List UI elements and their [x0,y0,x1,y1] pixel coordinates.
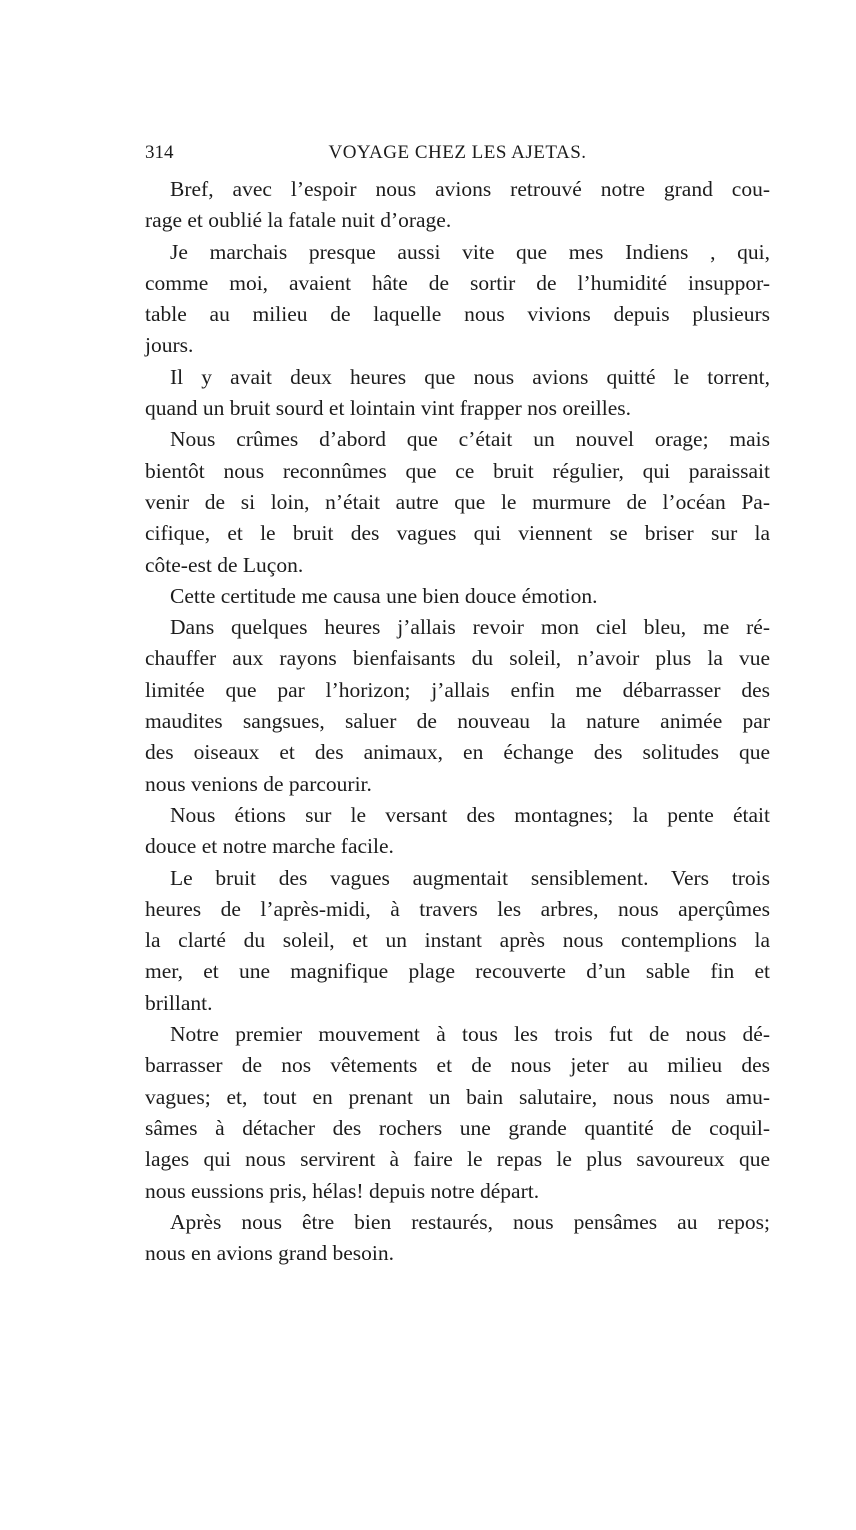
text-line: heures de l’après-midi, à travers les arbres, nous aperçûmes [145,896,770,921]
text-line: quand un bruit sourd et lointain vint frapper nos oreilles. [145,396,632,421]
paragraph [145,581,770,612]
text-line: Cette certitude me causa une bien douce émotion. [170,583,598,608]
text-line: Bref, avec l’espoir nous avions retrouvé notre grand cou- [170,177,770,201]
text-line: rage et oublié la fatale nuit d’orage. [145,208,452,233]
paragraph [145,1019,770,1207]
text-line: côte-est de Luçon. [145,552,304,577]
text-line: Dans quelques heures j’allais revoir mon ciel bleu, me ré- [170,615,770,640]
text-line: Je marchais presque aussi vite que mes Indiens , qui, [170,239,770,264]
text-line: des oiseaux et des animaux, en échange des solitudes que [145,740,770,765]
text-line: lages qui nous servirent à faire le repas le plus savoureux que [145,1147,770,1172]
text-line: la clarté du soleil, et un instant après nous contemplions la [145,928,770,953]
paragraph [145,612,770,800]
text-line: cifique, et le bruit des vagues qui viennent se briser sur la [145,521,770,546]
text-line: comme moi, avaient hâte de sortir de l’humidité insuppor- [145,270,770,295]
paragraph [145,424,770,580]
text-line: maudites sangsues, saluer de nouveau la nature animée par [145,709,770,734]
paragraph [145,1207,770,1270]
paragraph [145,174,770,237]
running-title: VOYAGE CHEZ LES AJETAS. [328,142,587,163]
text-line: sâmes à détacher des rochers une grande quantité de coquil- [145,1115,770,1140]
text-line: bientôt nous reconnûmes que ce bruit régulier, qui paraissait [145,458,770,483]
text-line: table au milieu de laquelle nous vivions depuis plusieurs [145,302,770,327]
text-line: Le bruit des vagues augmentait sensiblement. Vers trois [170,865,770,890]
text-line: chauffer aux rayons bienfaisants du soleil, n’avoir plus la vue [145,646,770,671]
text-line: Il y avait deux heures que nous avions quitté le torrent, [170,364,770,389]
text-line: jours. [145,333,194,358]
text-line: barrasser de nos vêtements et de nous jeter au milieu des [145,1053,770,1078]
paragraph [145,863,770,1019]
text-line: vagues; et, tout en prenant un bain salutaire, nous nous amu- [145,1084,770,1109]
text-line: brillant. [145,990,213,1015]
text-line: Notre premier mouvement à tous les trois fut de nous dé- [170,1022,770,1047]
paragraph [145,237,770,362]
text-line: limitée que par l’horizon; j’allais enfin me débarrasser des [145,677,770,702]
text-line: Après nous être bien restaurés, nous pensâmes au repos; [170,1209,770,1234]
text-line: venir de si loin, n’était autre que le murmure de l’océan Pa- [145,489,770,514]
text-line: nous eussions pris, hélas! depuis notre départ. [145,1178,540,1203]
text-line: mer, et une magnifique plage recouverte d’un sable fin et [145,959,770,984]
running-header [145,142,770,170]
text-line: douce et notre marche facile. [145,834,394,859]
text-line: nous venions de parcourir. [145,771,372,796]
paragraph [145,800,770,863]
page-number: 314 [145,142,174,163]
text-line: Nous étions sur le versant des montagnes; la pente était [170,802,770,827]
page-body [145,174,770,1269]
text-line: nous en avions grand besoin. [145,1241,395,1266]
paragraph [145,362,770,425]
text-line: Nous crûmes d’abord que c’était un nouvel orage; mais [170,427,770,452]
